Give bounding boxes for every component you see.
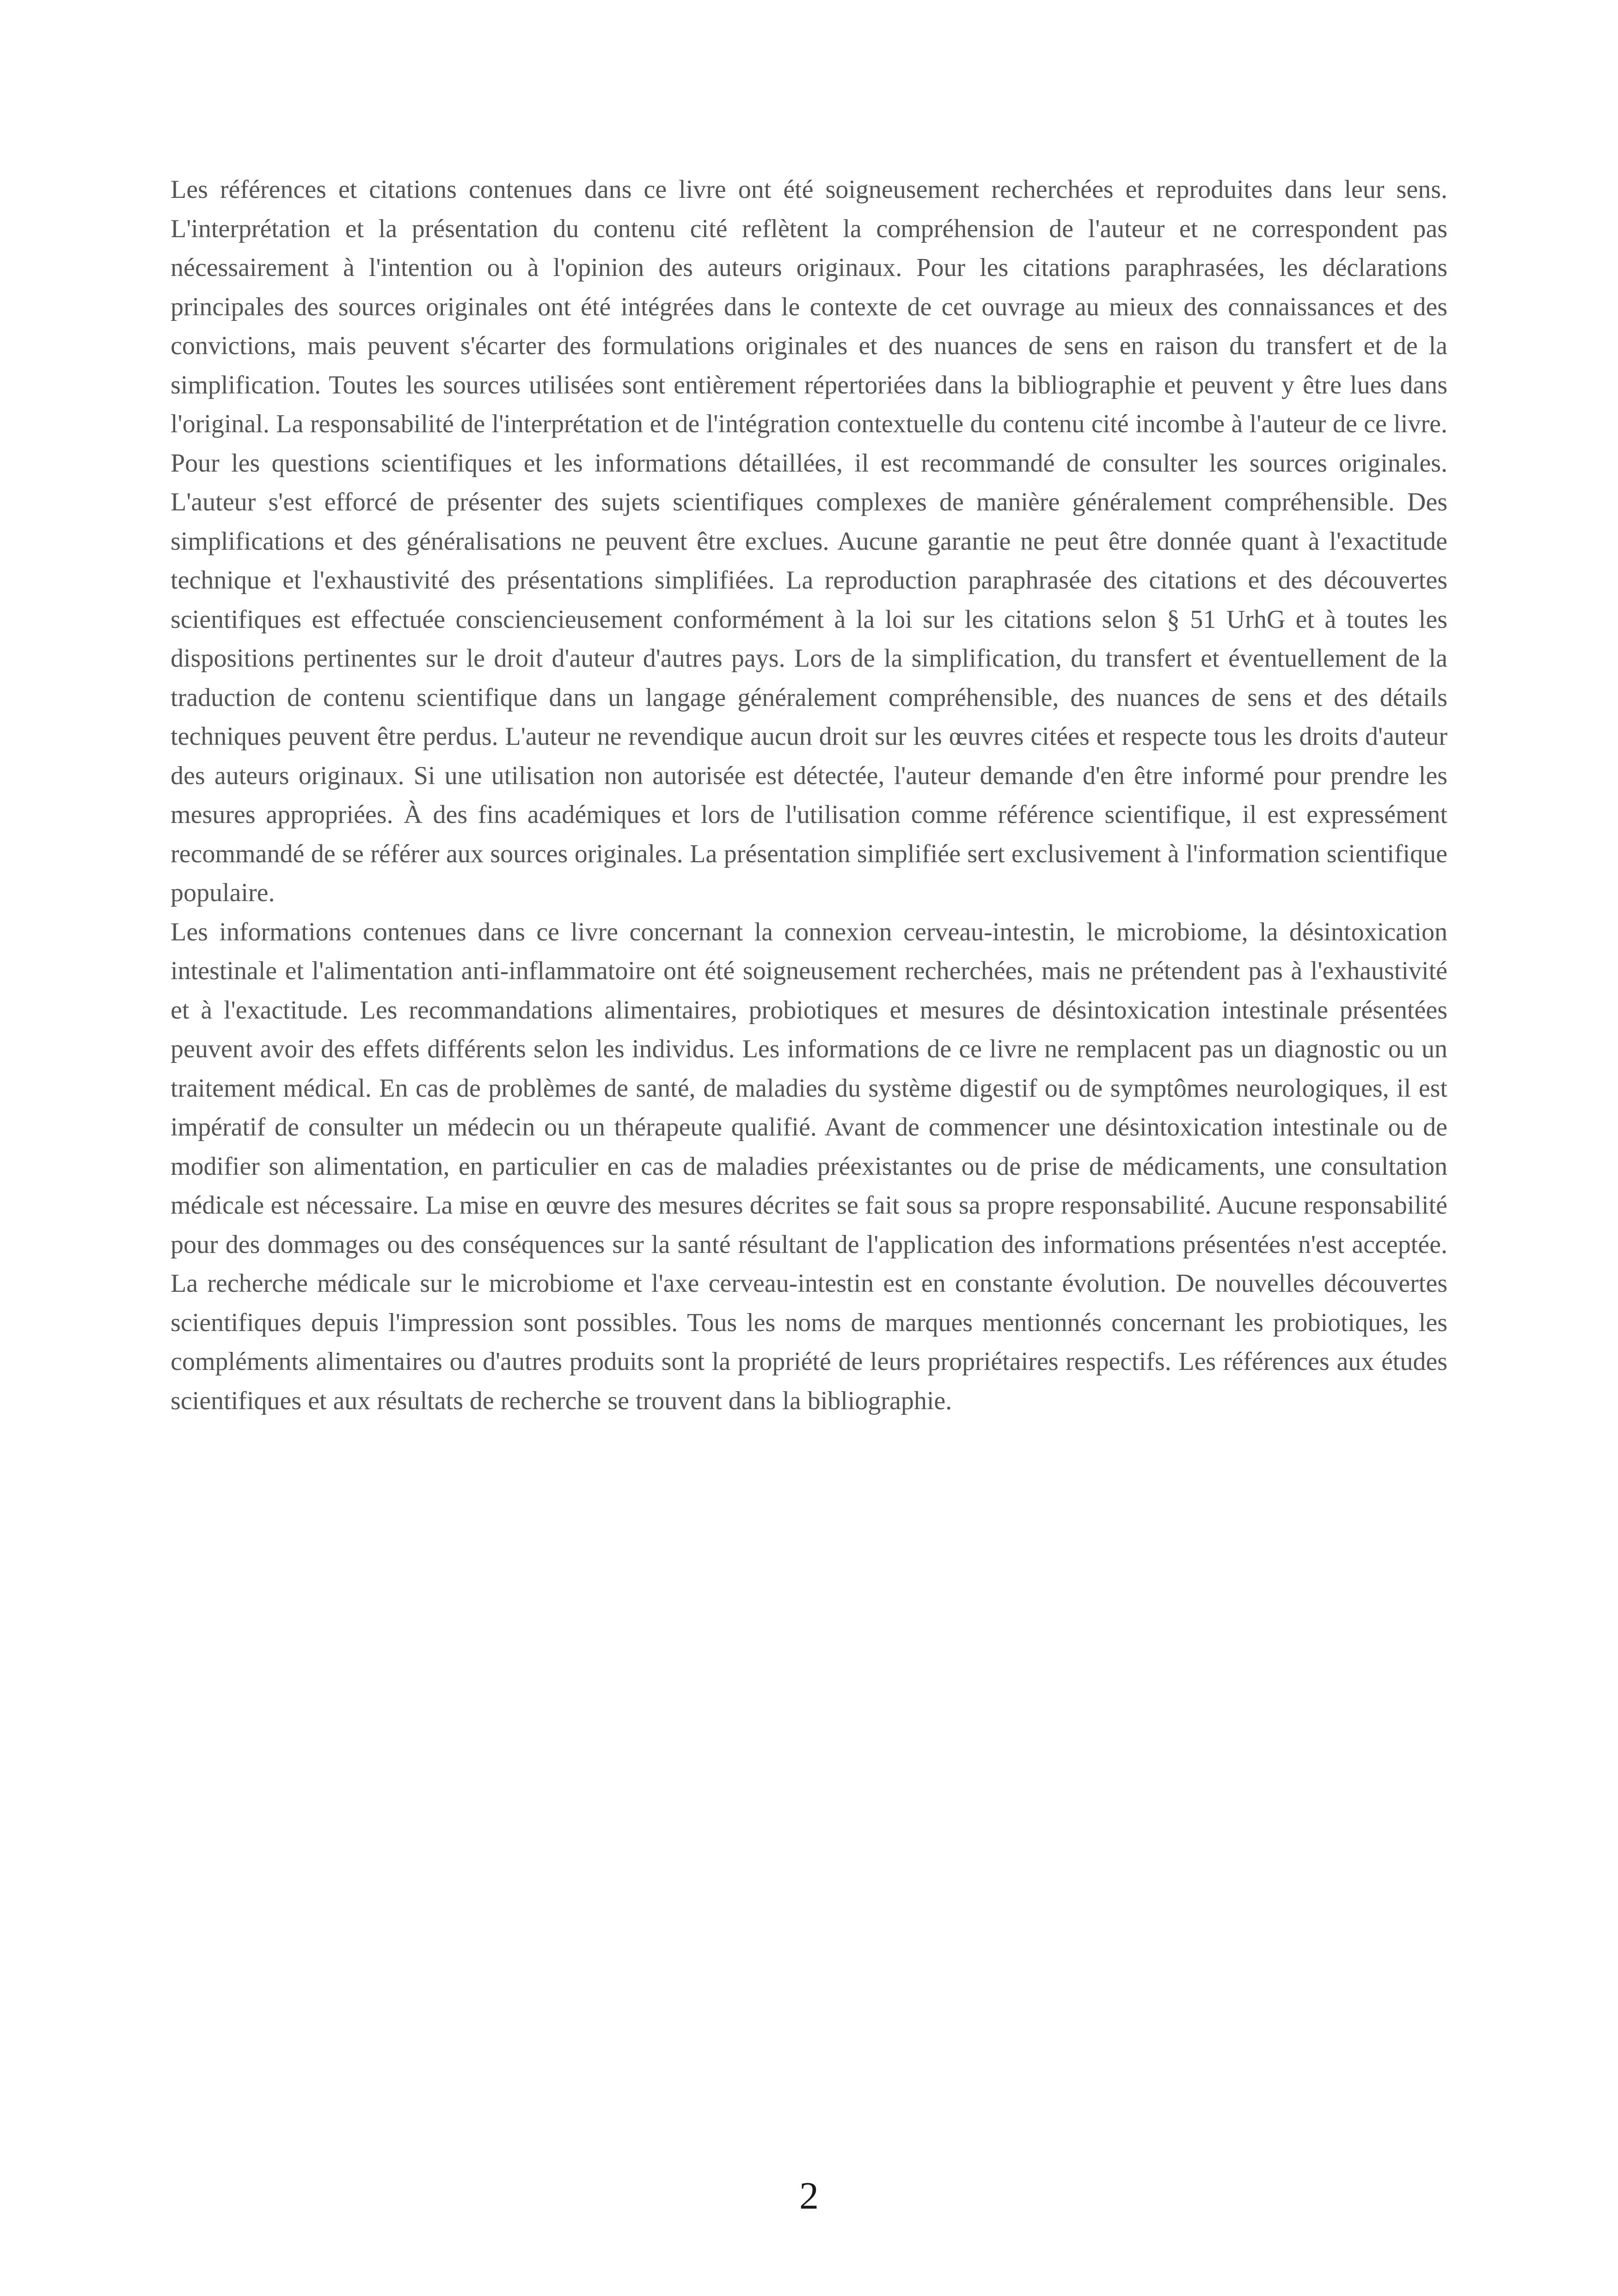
page-number: 2 bbox=[799, 2174, 819, 2217]
disclaimer-text bbox=[171, 170, 1447, 1420]
paragraph-health-disclaimer: Les informations contenues dans ce livre concernant la connexion cerveau-intestin, le microbiome, la désintoxication intestinale et l'alimentation anti-inflammatoire ont été soigneusement recherchées, mais ne prétendent pas à l'exhaustivité et à l'exactitude. Les recommandations alimentaires, probiotiques et mesures de désintoxication intestinale présentées peuvent avoir des effets différents selon les individus. Les informations de ce livre ne remplacent pas un diagnostic ou un traitement médical. En cas de problèmes de santé, de maladies du système digestif ou de symptômes neurologiques, il est impératif de consulter un médecin ou un thérapeute qualifié. Avant de commencer une désintoxication intestinale ou de modifier son alimentation, en particulier en cas de maladies préexistantes ou de prise de médicaments, une consultation médicale est nécessaire. La mise en œuvre des mesures décrites se fait sous sa propre responsabilité. Aucune responsabilité pour des dommages ou des conséquences sur la santé résultant de l'application des informations présentées n'est acceptée. La recherche médicale sur le microbiome et l'axe cerveau-intestin est en constante évolution. De nouvelles découvertes scientifiques depuis l'impression sont possibles. Tous les noms de marques mentionnés concernant les probiotiques, les compléments alimentaires ou d'autres produits sont la propriété de leurs propriétaires respectifs. Les références aux études scientifiques et aux résultats de recherche se trouvent dans la bibliographie. bbox=[171, 917, 1447, 1415]
paragraph-references-disclaimer: Les références et citations contenues dans ce livre ont été soigneusement recherchées et reproduites dans leur sens. L'interprétation et la présentation du contenu cité reflètent la compréhension de l'auteur et ne correspondent pas nécessairement à l'intention ou à l'opinion des auteurs originaux. Pour les citations paraphrasées, les déclarations principales des sources originales ont été intégrées dans le contexte de cet ouvrage au mieux des connaissances et des convictions, mais peuvent s'écarter des formulations originales et des nuances de sens en raison du transfert et de la simplification. Toutes les sources utilisées sont entièrement répertoriées dans la bibliographie et peuvent y être lues dans l'original. La responsabilité de l'interprétation et de l'intégration contextuelle du contenu cité incombe à l'auteur de ce livre. Pour les questions scientifiques et les informations détaillées, il est recommandé de consulter les sources originales. L'auteur s'est efforcé de présenter des sujets scientifiques complexes de manière généralement compréhensible. Des simplifications et des généralisations ne peuvent être exclues. Aucune garantie ne peut être donnée quant à l'exactitude technique et l'exhaustivité des présentations simplifiées. La reproduction paraphrasée des citations et des découvertes scientifiques est effectuée consciencieusement conformément à la loi sur les citations selon § 51 UrhG et à toutes les dispositions pertinentes sur le droit d'auteur d'autres pays. Lors de la simplification, du transfert et éventuellement de la traduction de contenu scientifique dans un langage généralement compréhensible, des nuances de sens et des détails techniques peuvent être perdus. L'auteur ne revendique aucun droit sur les œuvres citées et respecte tous les droits d'auteur des auteurs originaux. Si une utilisation non autorisée est détectée, l'auteur demande d'en être informé pour prendre les mesures appropriées. À des fins académiques et lors de l'utilisation comme référence scientifique, il est expressément recommandé de se référer aux sources originales. La présentation simplifiée sert exclusivement à l'information scientifique populaire. bbox=[171, 175, 1447, 907]
